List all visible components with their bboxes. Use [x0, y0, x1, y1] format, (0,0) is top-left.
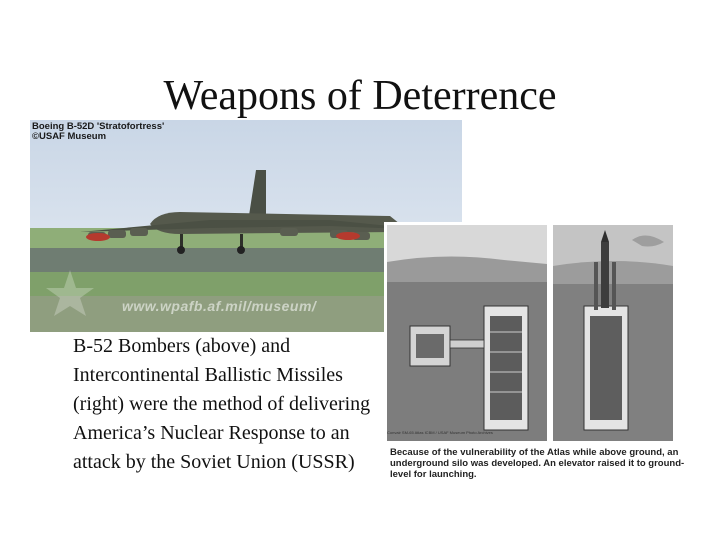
b52-watermark: www.wpafb.af.mil/museum/ [122, 298, 317, 314]
b52-photo-caption [32, 122, 164, 142]
slide-title: Weapons of Deterrence [163, 73, 557, 119]
slide-body-text: B-52 Bombers (above) and Intercontinental Ballistic Missiles (right) were the method of delivering America’s Nuclear Response to an attack by the Soviet Union (USSR) [73, 335, 371, 473]
b52-caption-line1: Boeing B-52D 'Stratofortress' [32, 121, 165, 132]
silo-photo-credit: Convair SM-65 Atlas ICBM / USAF Museum Photo Archives [387, 430, 493, 435]
b52-caption-line2: ©USAF Museum [32, 131, 107, 142]
atlas-silo-illustration [384, 222, 676, 446]
silo-illustration-caption: Because of the vulnerability of the Atlas while above ground, an underground silo was developed. An elevator raised it to ground-level for launching. [390, 447, 685, 480]
